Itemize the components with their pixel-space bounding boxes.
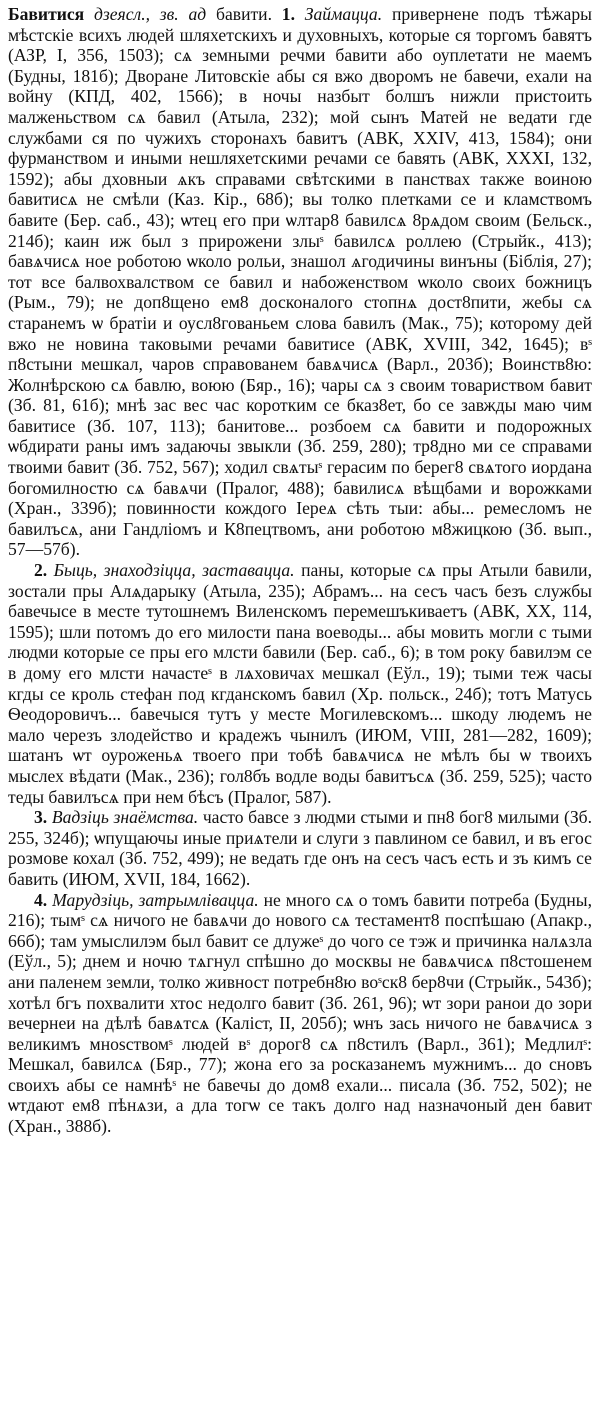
sense-4 xyxy=(8,890,592,1137)
sense-gloss: Вадзіць знаёмства. xyxy=(51,807,199,828)
sense-gloss: Марудзіць, затрымлівацца. xyxy=(52,889,259,910)
dictionary-page xyxy=(8,4,592,1137)
sense-gloss: Быць, знаходзіцца, заставацца. xyxy=(53,560,295,581)
sense-citations: привернене подъ тѣжары мѣстскіе всихъ людей шляхетскихъ и духовныхъ, которые ся торгомъ бавятъ (АЗР, І, 356, 1503); сѧ земными речми бавити або оуплетати не маемъ (Будны, 181б); Дворане Литовскіе абы ся вжо дворомъ не бавечи, ехали на войну (КПД, 402, 1566); в ночы назбыт болшъ нижли пристоить малженьством сѧ бавил (Атыла, 232); мой сынъ Матей не ведати где службами ся по чужихъ сторонахъ бавитъ (АВК, XXIV, 413, 1584); они фурманством и иными нешляхетскими речами се бавять (АВК, XXXI, 132, 1592); абы дховныи ѧкъ справами свѣтскими в панствах также воиною бавитисѧ не смѣли (Каз. Кір., 68б); вы толко плетками се и кламствомъ бавите (Бер. саб., 43); ѡтец его при ѡлтар8 бавилсѧ 8рѧдом своим (Бельск., 214б); каин иж был з прирожени злыˢ бавилсѧ роллею (Стрыйк., 413); бавѧчисѧ ное роботою ѡколо рольи, знашол ѧгодичины винъны (Біблія, 27); тот все балвохвалством се бавил и набоженством ѡколо своих божницъ (Рым., 79); не доп8щено ем8 досконалого стопнѧ дост8пити, жебы сѧ старанемъ ѡ братіи и оусл8гованьем слова бавилъ (Мак., 75); которому дей вжо не новина таковыми речами бавитисе (АВК, XVIII, 342, 1645); вˢ п8стыни мешкал, чаров справованем бавѧчисѧ (Варл., 203б); Воинств8ю: Жолнѣрскою сѧ бавлю, воюю (Бяр., 16); чары сѧ з своим товариством бавит (Зб. 81, 61б); мнѣ зас вес час коротким се бказ8ет, бо се завжды маю чим бавитисе (Зб. 107, 113); банитове... розбоем сѧ бавити и подорожных ѡбдирати раны имъ задаючы звыкли (Зб. 259, 280); тр8дно ми се справами твоими бавит (Зб. 752, 567); ходил свѧтыˢ герасим по берег8 свѧтого иордана богомилностю сѧ бавѧчи (Пралог, 488); бавилисѧ вѣщбами и ворожками (Хран., 339б); повинности кождого Іереѧ сѣть тыи: абы... ремесломъ не бавилъсѧ, ани Гандліомъ и К8пецтвомъ, ани роботою м8жицкою (Зб. вып., 57—57б). xyxy=(8,4,592,560)
sense-citations: паны, которые сѧ пры Атыли бавили, зостали пры Алѧдарыку (Атыла, 235); Абрамъ... на сесъ часъ безъ службы бавечысе в месте тутошнемъ Виленскомъ перемешъкиваетъ (АВК, XX, 114, 1595); шли потомъ до его милости пана воеводы... абы мовить могли с тыми людми которые се пры его млсти бавили (Бер. саб., 6); в том року бавилэм се в дому его млсти начастеˢ в лѧховичах мешкал (Еўл., 19); тыми теж часы кгды се кроль стефан под кгданскомъ бавил (Хр. польск., 24б); тотъ Матусь Ѳеодоровичъ... бавечыся тутъ у месте Могилевскомъ... шкоду людемъ не мало черезъ злодейство и крадежъ чынилъ (ИЮМ, VIII, 281—282, 1609); шатанъ ѡт оуроженьѧ твоего при тобѣ бавѧчисѧ не мѣлъ бы ѡ твоихъ мыслех вѣдати (Мак., 236); гол8бъ водле воды бавитъсѧ (Зб. 259, 525); часто теды бавилъсѧ при нем бѣсъ (Пралог, 587). xyxy=(8,560,592,807)
sense-number: 1. xyxy=(281,4,295,24)
sense-number: 3. xyxy=(34,807,48,828)
sense-citations: часто бавсе з людми стыми и пн8 бог8 милыми (Зб. 255, 324б); ѡпущаючы иные приѧтели и слуги з павлином се бавил, и въ егос розмове кохал (Зб. 752, 499); не ведать где онъ на сесъ часъ есть и зъ кимъ се бавить (ИЮМ, XVII, 184, 1662). xyxy=(8,807,592,889)
grammar-label: дзеясл., зв. ад xyxy=(93,4,207,24)
base-word: бавити. xyxy=(216,4,272,24)
sense-citations: не много сѧ о томъ бавити потреба (Будны, 216); тымˢ сѧ ничого не бавѧчи до нового сѧ тестамент8 поспѣшаю (Апакр., 66б); там умыслилэм был бавит се длужеˢ до чого се тэж и причинка налѧзла (Еўл., 5); днем и ночю тѧгнул спѣшно до москвы не бавѧчисѧ п8стошенем ани паленем земли, толко живност потребн8ю воˢск8 бер8чи (Стрыйк., 543б); хотѣл бгъ похвалити хтос недолго бавит (Зб. 261, 96); ѡт зори ранои до зори вечернеи на дѣлѣ бавѧтсѧ (Каліст, II, 205б); ѡнъ зась ничого не бавѧчисѧ з великимъ мноѕствомˢ людей вˢ дорог8 сѧ п8стилъ (Варл., 361); Медлилˢ: Мешкал, бавилсѧ (Бяр., 77); жона его за росказанемъ мужнимъ... до сновъ своихъ абы се намнѣˢ не бавечы до дом8 ехали... писала (Зб. 752, 502); не ѡтдают ем8 пѣнѧзи, а дла тогѡ се такъ долго над назначоный ден бавит (Хран., 388б). xyxy=(8,889,592,1137)
headword: Бавитися xyxy=(8,4,85,24)
sense-number: 4. xyxy=(34,889,48,910)
sense-3 xyxy=(8,807,592,889)
sense-gloss: Займацца. xyxy=(304,4,383,24)
dictionary-entry xyxy=(8,4,592,1137)
sense-number: 2. xyxy=(34,560,48,581)
sense-1 xyxy=(8,4,592,560)
sense-2 xyxy=(8,560,592,807)
